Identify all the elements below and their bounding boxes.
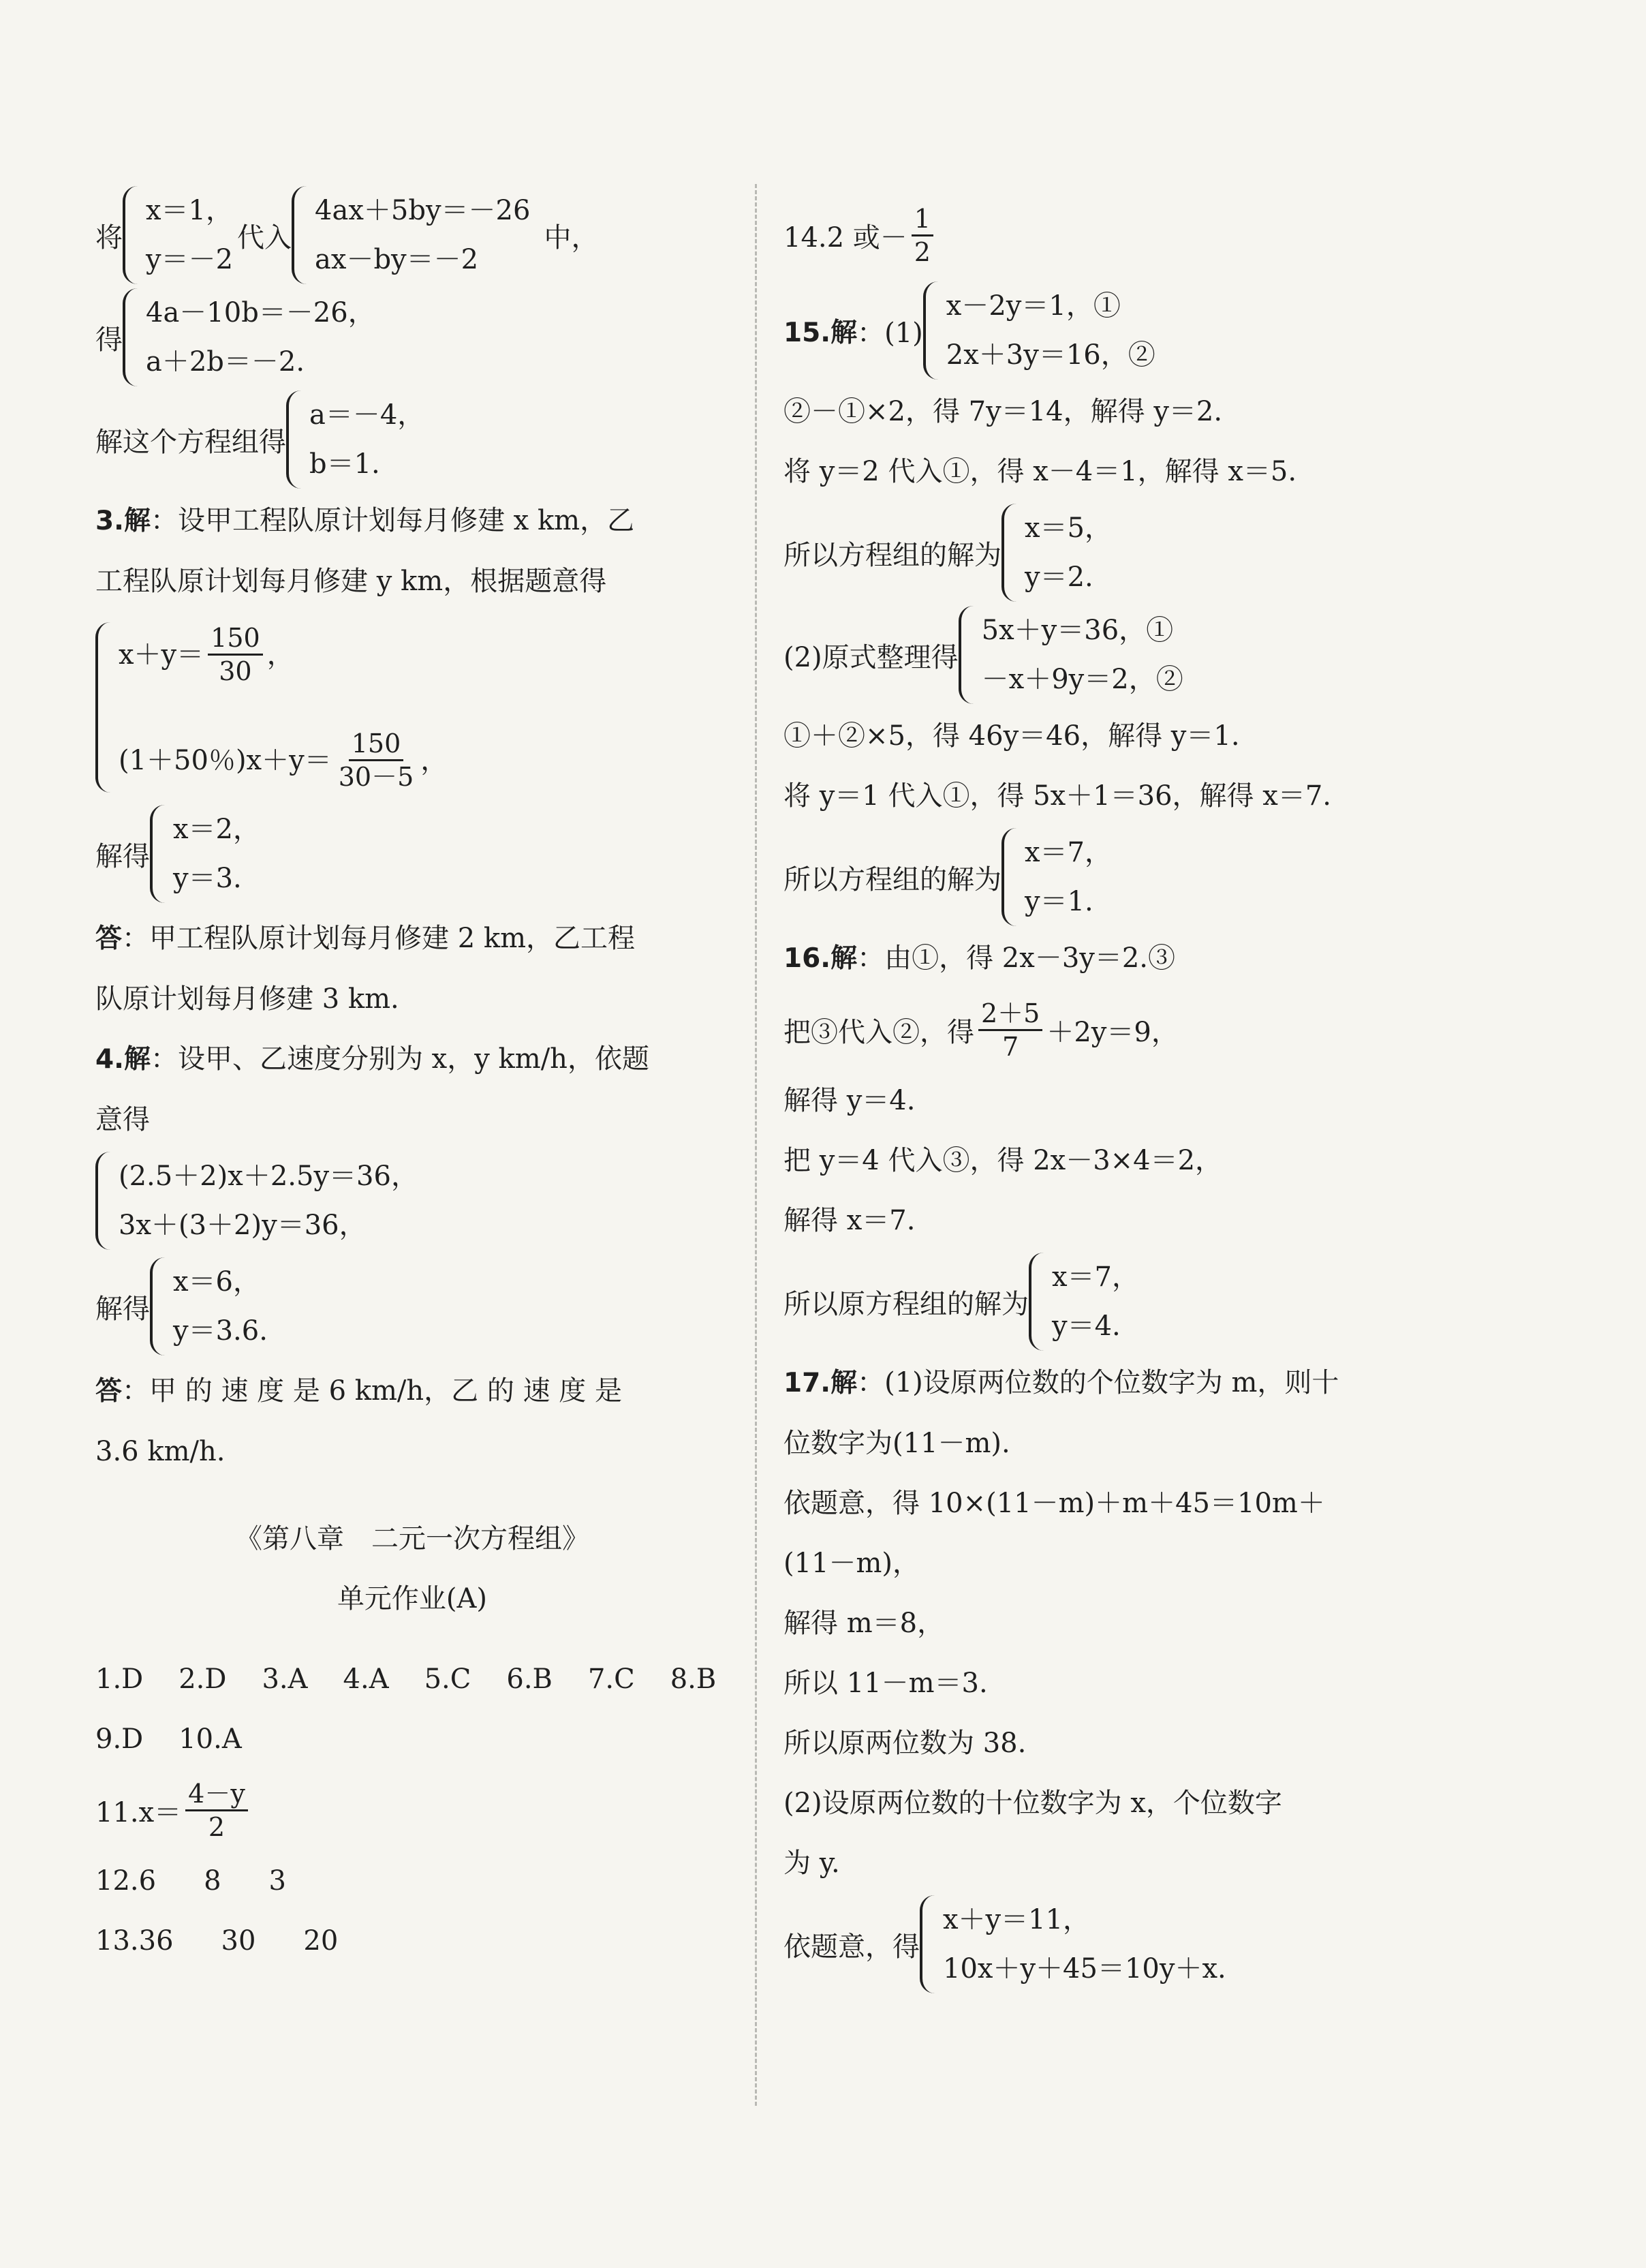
equation: x＝6， [173, 1266, 261, 1298]
equation-system [95, 622, 448, 793]
equation: x＝7， [1025, 837, 1113, 868]
equation-system [150, 1257, 268, 1355]
question-4-system [95, 1150, 729, 1252]
equation-system [1001, 504, 1112, 602]
text: 解这个方程组得 [95, 426, 286, 458]
fraction: $\frac{2+5}{7}$ [978, 998, 1042, 1062]
equation: a＋2b＝－2. [146, 346, 305, 378]
brace [150, 1257, 168, 1355]
text: 得 [95, 324, 123, 356]
substitution-line [95, 184, 729, 286]
equation: x＋y＝11， [943, 1904, 1091, 1935]
question-17-line-1: 17.解：(1)设原两位数的个位数字为 m，则十 [783, 1367, 1339, 1398]
question-3-line-1: 3.解：设甲工程队原计划每月修建 x km，乙 [95, 505, 635, 536]
equation: x＝7， [1052, 1261, 1140, 1293]
question-17-line-7: 所以原两位数为 38. [783, 1728, 1027, 1759]
right-column [783, 191, 1417, 1995]
brace [1001, 504, 1019, 602]
equation: －x＋9y＝2，② [981, 664, 1183, 695]
question-15-step-2: 将 y＝2 代入①，得 x－4＝1，解得 x＝5. [783, 456, 1297, 487]
question-4-line-2: 意得 [95, 1104, 150, 1135]
question-17-line-4: (11－m)， [783, 1548, 920, 1579]
question-11: 11.x＝ $\frac{4-y}{2}$ [95, 1769, 729, 1851]
question-3-system [95, 615, 729, 799]
solution-system [95, 388, 729, 491]
question-15-step-4: 将 y＝1 代入①，得 5x＋1＝36，解得 x＝7. [783, 780, 1331, 812]
equation: y＝2. [1025, 562, 1093, 593]
brace [123, 288, 140, 386]
equation: y＝－2 [146, 244, 234, 275]
equation: 4a－10b＝－26， [146, 297, 375, 328]
result-system [95, 286, 729, 388]
question-16-line-3: 解得 y＝4. [783, 1085, 916, 1116]
chapter-title: 《第八章 二元一次方程组》 [235, 1523, 589, 1554]
equation-system [292, 186, 530, 284]
text: 将 [95, 221, 123, 254]
question-17-line-2: 位数字为(11－m). [783, 1428, 1010, 1459]
question-16-line-4: 把 y＝4 代入③，得 2x－3×4＝2， [783, 1145, 1223, 1176]
question-17-line-9: 为 y. [783, 1848, 840, 1879]
brace [123, 186, 140, 284]
question-14: 14.2 或－ $\frac{1}{2}$ [783, 191, 1417, 279]
equation-system [123, 288, 375, 386]
equation-system [923, 281, 1155, 380]
text: 解得 [95, 1293, 150, 1325]
equation: (2.5＋2)x＋2.5y＝36， [119, 1161, 418, 1192]
equation: x＝5， [1025, 512, 1113, 544]
answers-row-1: 1.D 2.D 3.A 4.A 5.C 6.B 7.C 8.B [95, 1664, 717, 1695]
equation: y＝4. [1052, 1311, 1121, 1342]
equation: y＝3.6. [173, 1315, 268, 1347]
fraction: $\frac{150}{30-5}$ [338, 729, 414, 792]
question-16-line-1: 16.解：由①，得 2x－3y＝2.③ [783, 943, 1176, 974]
question-16-line-2: 把③代入②，得 $\frac{2+5}{7}$ ＋2y＝9， [783, 998, 1179, 1062]
equation: ax－by＝－2 [315, 244, 479, 275]
text: 中， [544, 221, 599, 254]
brace [920, 1895, 937, 1993]
question-17-line-5: 解得 m＝8， [783, 1608, 945, 1639]
answers-row-2: 9.D 10.A [95, 1723, 242, 1755]
text: 代入 [237, 221, 292, 254]
equation-system [95, 1152, 418, 1250]
equation: 5x＋y＝36，① [981, 615, 1174, 646]
brace [292, 186, 309, 284]
question-16-solution: 所以原方程组的解为 x＝7， y＝4. [783, 1251, 1417, 1353]
equation: 10x＋y＋45＝10y＋x. [943, 1953, 1226, 1984]
question-15-system-2: (2)原式整理得 5x＋y＝36，① －x＋9y＝2，② [783, 604, 1417, 706]
equation-system [150, 805, 260, 903]
equation: a＝－4， [309, 399, 425, 431]
question-13: 13.36 30 20 [95, 1925, 339, 1957]
equation: 3x＋(3＋2)y＝36， [119, 1210, 367, 1241]
question-15-step-3: ①＋②×5，得 46y＝46，解得 y＝1. [783, 720, 1240, 752]
left-column [95, 184, 729, 1971]
brace [95, 1152, 113, 1250]
brace [1001, 828, 1019, 926]
brace [923, 281, 941, 380]
text: 解得 [95, 840, 150, 872]
equation: x＝1， [146, 195, 234, 226]
question-15-system-1: 15.解 ：(1) x－2y＝1，① 2x＋3y＝16，② [783, 279, 1417, 382]
equation: 2x＋3y＝16，② [946, 339, 1155, 371]
equation-system [123, 186, 233, 284]
equation-system [1029, 1253, 1139, 1351]
equation: y＝3. [173, 863, 242, 894]
equation: (1＋50％)x＋y＝ $\frac{150}{30-5}$ ， [119, 729, 448, 792]
brace [286, 390, 304, 489]
question-4-answer-line-2: 3.6 km/h. [95, 1436, 226, 1467]
question-4-line-1: 4.解：设甲、乙速度分别为 x，y km/h，依题 [95, 1043, 649, 1075]
question-15-step-1: ②－①×2，得 7y＝14，解得 y＝2. [783, 396, 1223, 427]
unit-title: 单元作业(A) [337, 1583, 488, 1614]
fraction: $\frac{150}{30}$ [208, 622, 263, 687]
equation-system [920, 1895, 1226, 1993]
fraction: $\frac{1}{2}$ [912, 203, 933, 268]
question-4-solution [95, 1252, 729, 1361]
question-15-solution-1: 所以方程组的解为 x＝5， y＝2. [783, 502, 1417, 604]
equation-system [286, 390, 424, 489]
question-16-line-5: 解得 x＝7. [783, 1205, 916, 1236]
fraction: $\frac{4-y}{2}$ [185, 1778, 248, 1843]
brace [959, 606, 976, 704]
question-3-answer-line-1: 答：甲工程队原计划每月修建 2 km，乙工程 [95, 923, 636, 954]
question-17-line-8: (2)设原两位数的十位数字为 x，个位数字 [783, 1788, 1282, 1819]
equation: x－2y＝1，① [946, 290, 1121, 322]
equation: y＝1. [1025, 886, 1093, 917]
equation: x＝2， [173, 814, 261, 845]
equation-system [959, 606, 1183, 704]
brace [95, 622, 113, 793]
equation: 4ax＋5by＝－26 [315, 195, 531, 226]
equation: b＝1. [309, 448, 380, 480]
question-4-answer-line-1: 答：甲 的 速 度 是 6 km/h，乙 的 速 度 是 [95, 1375, 623, 1407]
question-12: 12.6 8 3 [95, 1865, 286, 1897]
brace [150, 805, 168, 903]
equation: x＋y＝ $\frac{150}{30}$ ， [119, 623, 294, 686]
equation-system [1001, 828, 1112, 926]
column-divider [755, 184, 757, 2106]
question-17-line-3: 依题意，得 10×(11－m)＋m＋45＝10m＋ [783, 1488, 1325, 1519]
question-17-line-6: 所以 11－m＝3. [783, 1668, 988, 1699]
question-15-solution-2: 所以方程组的解为 x＝7， y＝1. [783, 826, 1417, 928]
question-3-line-2: 工程队原计划每月修建 y km，根据题意得 [95, 566, 607, 597]
question-3-solution [95, 799, 729, 908]
question-17-system: 依题意，得 x＋y＝11， 10x＋y＋45＝10y＋x. [783, 1893, 1417, 1995]
brace [1029, 1253, 1046, 1351]
question-3-answer-line-2: 队原计划每月修建 3 km. [95, 983, 399, 1015]
